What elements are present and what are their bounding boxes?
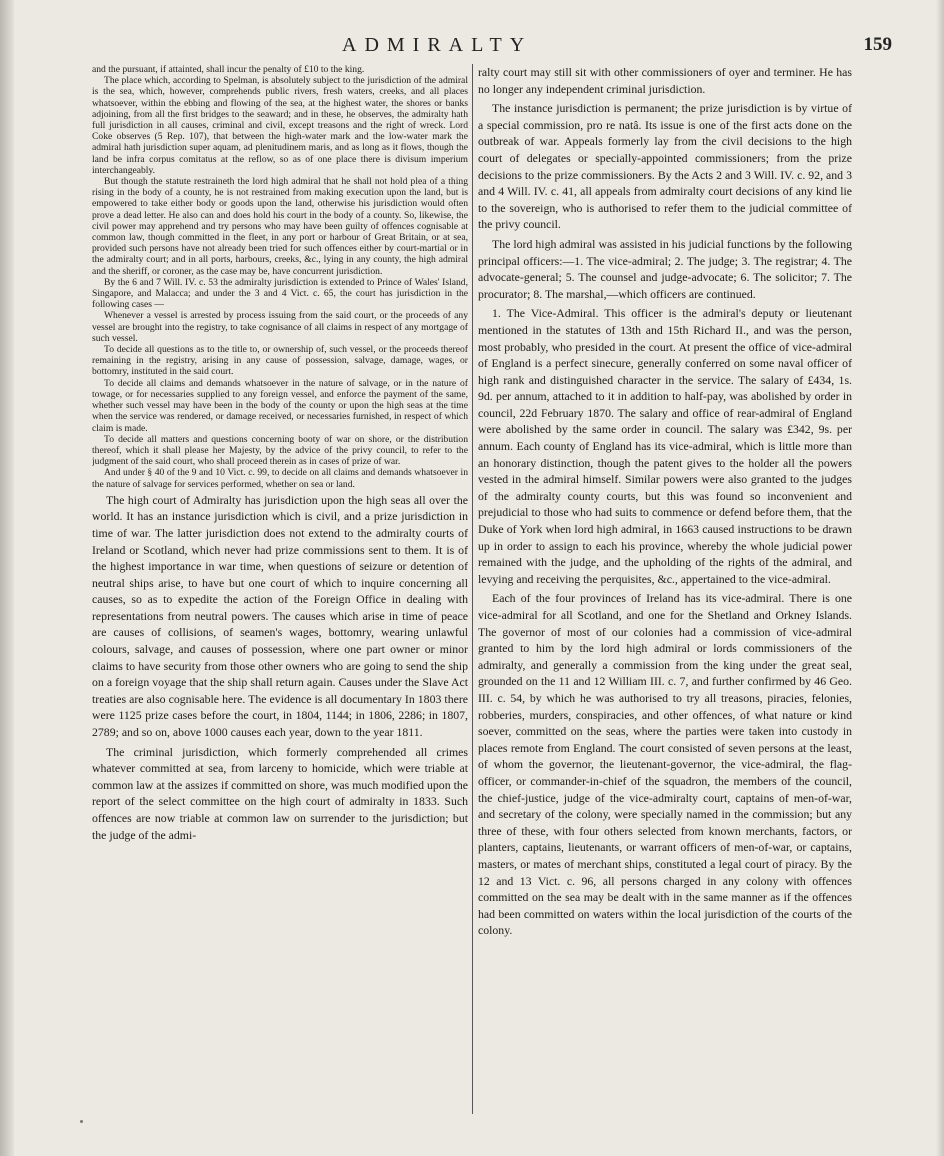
paragraph: Whenever a vessel is arrested by process issuing from the said court, or the proceeds of any vessel are brought into the registry, to take cognisance of all claims in respect of any mortgage of such vessel. (92, 310, 468, 344)
paragraph: and the pursuant, if attainted, shall incur the penalty of £10 to the king. (92, 64, 365, 75)
paragraph: The criminal jurisdiction, which formerly comprehended all crimes whatever committed at sea, from larceny to homicide, which were triable at common law at the assizes if committed on shore, was much modified upon the report of the select committee on the high court of admiralty in 1833. Such offences are now triable at common law on surrender to the jurisdiction; but the judge of the admi- (92, 744, 468, 842)
paragraph: The lord high admiral was assisted in his judicial functions by the following principal officers:—1. The vice-admiral; 2. The judge; 3. The registrar; 4. The advocate-general; 5. The counsel and judge-advocate; 6. The solicitor; 7. The procurator; 8. The marshal,—which officers are continued. (478, 236, 852, 301)
column-divider (472, 64, 473, 1114)
paragraph: 1. The Vice-Admiral. This officer is the admiral's deputy or lieutenant mentioned in the statutes of 13th and 15th Richard II., and was the person, most probably, who presided in the court. At present the office of vice-admiral of England is a perfect sinecure, generally conferred on some naval officer of high rank and distinguished character in the service. The salary of £434, 1s. 9d. per annum, attached to it in addition to half-pay, was abolished by order in council, 22d February 1870. The salary and office of rear-admiral of England were abolished by the same order in council. The salary was £342, 9s. per annum. Each county of England has its vice-admiral, which is little more than an honorary distinction, though the patent gives to the holder all the powers vested in the admiral himself. Similar powers were also granted to the judges of the admiralty county courts, but this was found so inconvenient and prejudicial to those who had suits to commence or defend before them, that the Duke of York when lord high admiral, in 1663 caused instructions to be drawn up in order to assign to each his province, whereby the whole judicial power remained with the judge, and the upholding of the rights of the admiral, and levying and receiving the perquisites, &c., appertained to the vice-admiral. (478, 306, 852, 586)
paragraph: The place which, according to Spelman, is absolutely subject to the jurisdiction of the admiral is the sea, which, however, comprehends public rivers, fresh waters, creeks, and all places whatsoever, within the ebbing and flowing of the sea, at the highest water, the shores or banks adjoining, from all the first bridges to the seaward; and in these, he observes, the admiralty hath full jurisdiction in all causes, criminal and civil, except treasons and the right of wreck. Lord Coke observes (5 Rep. 107), that between the high-water mark and the low-water mark the admiral hath jurisdiction super aquam, ad plenitudinem maris, and as long as it flows, though the land be infra corpus comitatus at the reflow, so as of one place there is divisum imperium interchangeably. (92, 75, 468, 176)
paper-speck (80, 1120, 83, 1123)
paragraph: To decide all claims and demands whatsoever in the nature of salvage, or in the nature of towage, or for necessaries supplied to any foreign vessel, and enforce the payment of the same, whether such vessel may have been in the body of the county or upon the high seas at the time when the service was rendered, or damage received, or necessaries furnished, in respect of which claim is made. (92, 377, 468, 434)
paragraph: The high court of Admiralty has jurisdiction upon the high seas all over the world. It has an instance jurisdiction which is civil, and a prize jurisdiction in time of war. The latter jurisdiction does not extend to the admiralty courts of Ireland or Scotland, which never had prize commissions sent to them. It is of the highest importance in war time, when questions of seizure or detention of neutral ships arise, to have but one court of which to inquire concerning all causes, so as to expedite the action of the Foreign Office in dealing with representations from neutral powers. The causes which arise in time of peace are causes of collisions, of seamen's wages, bottomry, wearing unlawful colours, salvage, and causes of possession, where one part owner or minor claims to have security from those other owners who are going to send the ship on a foreign voyage that the ship shall return again. Causes under the Slave Act treaties are also cognisable here. The evidence is all documentary In 1803 there were 1125 prize cases before the court, in 1804, 1144; in 1806, 2286; in 1807, 2789; and so on, above 1000 causes each year, down to the year 1811. (92, 492, 468, 740)
paragraph: And under § 40 of the 9 and 10 Vict. c. 99, to decide on all claims and demands whatsoever in the nature of salvage for services performed, whether on sea or land. (92, 467, 468, 490)
page-edge-shadow (936, 0, 944, 1156)
page-binding-shadow (0, 0, 14, 1156)
left-column (92, 64, 468, 1134)
page-header (92, 34, 892, 58)
paragraph: ralty court may still sit with other commissioners of oyer and terminer. He has no longer any independent criminal jurisdiction. (478, 65, 852, 96)
paragraph: Each of the four provinces of Ireland has its vice-admiral. There is one vice-admiral for all Scotland, and one for the Shetland and Orkney Islands. The governor of most of our colonies had a commission of vice-admiral granted to him by the lord high admiral or lords commissioners of the admiralty, and generally a commission from the king under the great seal, grounded on the 11 and 12 William III. c. 7, and further confirmed by 46 Geo. III. c. 54, by which he was authorised to try all treasons, piracies, felonies, robberies, murders, conspiracies, and other offences, of what nature or kind soever, committed on the seas, where the parties were taken into custody in places remote from England. The court consisted of seven persons at the least, of whom the governor, the lieutenant-governor, the vice-admiral, the flag-officer, or commander-in-chief of the squadron, the members of the council, the chief-justice, judge of the vice-admiralty court, captains of men-of-war, and secretary of the colony, were specially named in the commission; but any three of these, with four others selected from known merchants, factors, or planters, captains, lieutenants, or warrant officers of men-of-war, or captains, masters, or mates of merchant ships, constituted a legal court of piracy. By the 12 and 13 Vict. c. 96, all persons charged in any colony with offences committed on the sea may be dealt with in the same manner as if the offences had been committed on waters within the local jurisdiction of the courts of the colony. (478, 591, 852, 938)
paragraph: By the 6 and 7 Will. IV. c. 53 the admiralty jurisdiction is extended to Prince of Wales' Island, Singapore, and Malacca; and under the 3 and 4 Vict. c. 65, the court has jurisdiction in the following cases — (92, 276, 468, 311)
paragraph: To decide all questions as to the title to, or ownership of, such vessel, or the proceeds thereof remaining in the registry, arising in any cause of possession, salvage, damage, wages, or bottomry, instituted in the said court. (92, 344, 468, 378)
page-number: 159 (863, 34, 892, 55)
small-print-section (92, 64, 468, 490)
paragraph: The instance jurisdiction is permanent; the prize jurisdiction is by virtue of a special commission, pro re natâ. Its issue is one of the first acts done on the outbreak of war. Appeals formerly lay from the civil decisions to the high court of delegates or specially-appointed commissioners; from the prize decisions to the prize commissioners. By the Acts 2 and 3 Will. IV. c. 92, and 3 and 4 Will. IV. c. 41, all appeals from admiralty court decisions of any kind lie to the sovereign, who is authorised to refer them to the judicial committee of the privy council. (478, 101, 852, 232)
right-column (478, 64, 852, 1124)
paragraph: To decide all matters and questions concerning booty of war on shore, or the distribution thereof, which it shall please her Majesty, by the advice of the privy council, to refer to the judgment of the said court, who shall proceed therein as in cases of prize of war. (92, 433, 468, 468)
running-head: ADMIRALTY (342, 34, 533, 56)
paragraph: But though the statute restraineth the lord high admiral that he shall not hold plea of a thing rising in the body of a county, he is not restrained from making execution upon the land, but is empowered to take either body or goods upon the land, otherwise his jurisdiction would often prove a dead letter. He also can and does hold his court in the body of a county. So, likewise, the civil power may apprehend and try persons who may have been guilty of offences cognisable at common law, though committed in the fleet, in any port or harbour of Great Britain, or at sea, provided such persons have not already been tried for such offences either by court-martial or in the admiralty court; and in all ports, harbours, creeks, &c., lying in any county, the high admiral and the sheriff, or coroner, as the case may be, have concurrent jurisdiction. (92, 176, 468, 277)
main-text-section (92, 492, 468, 843)
